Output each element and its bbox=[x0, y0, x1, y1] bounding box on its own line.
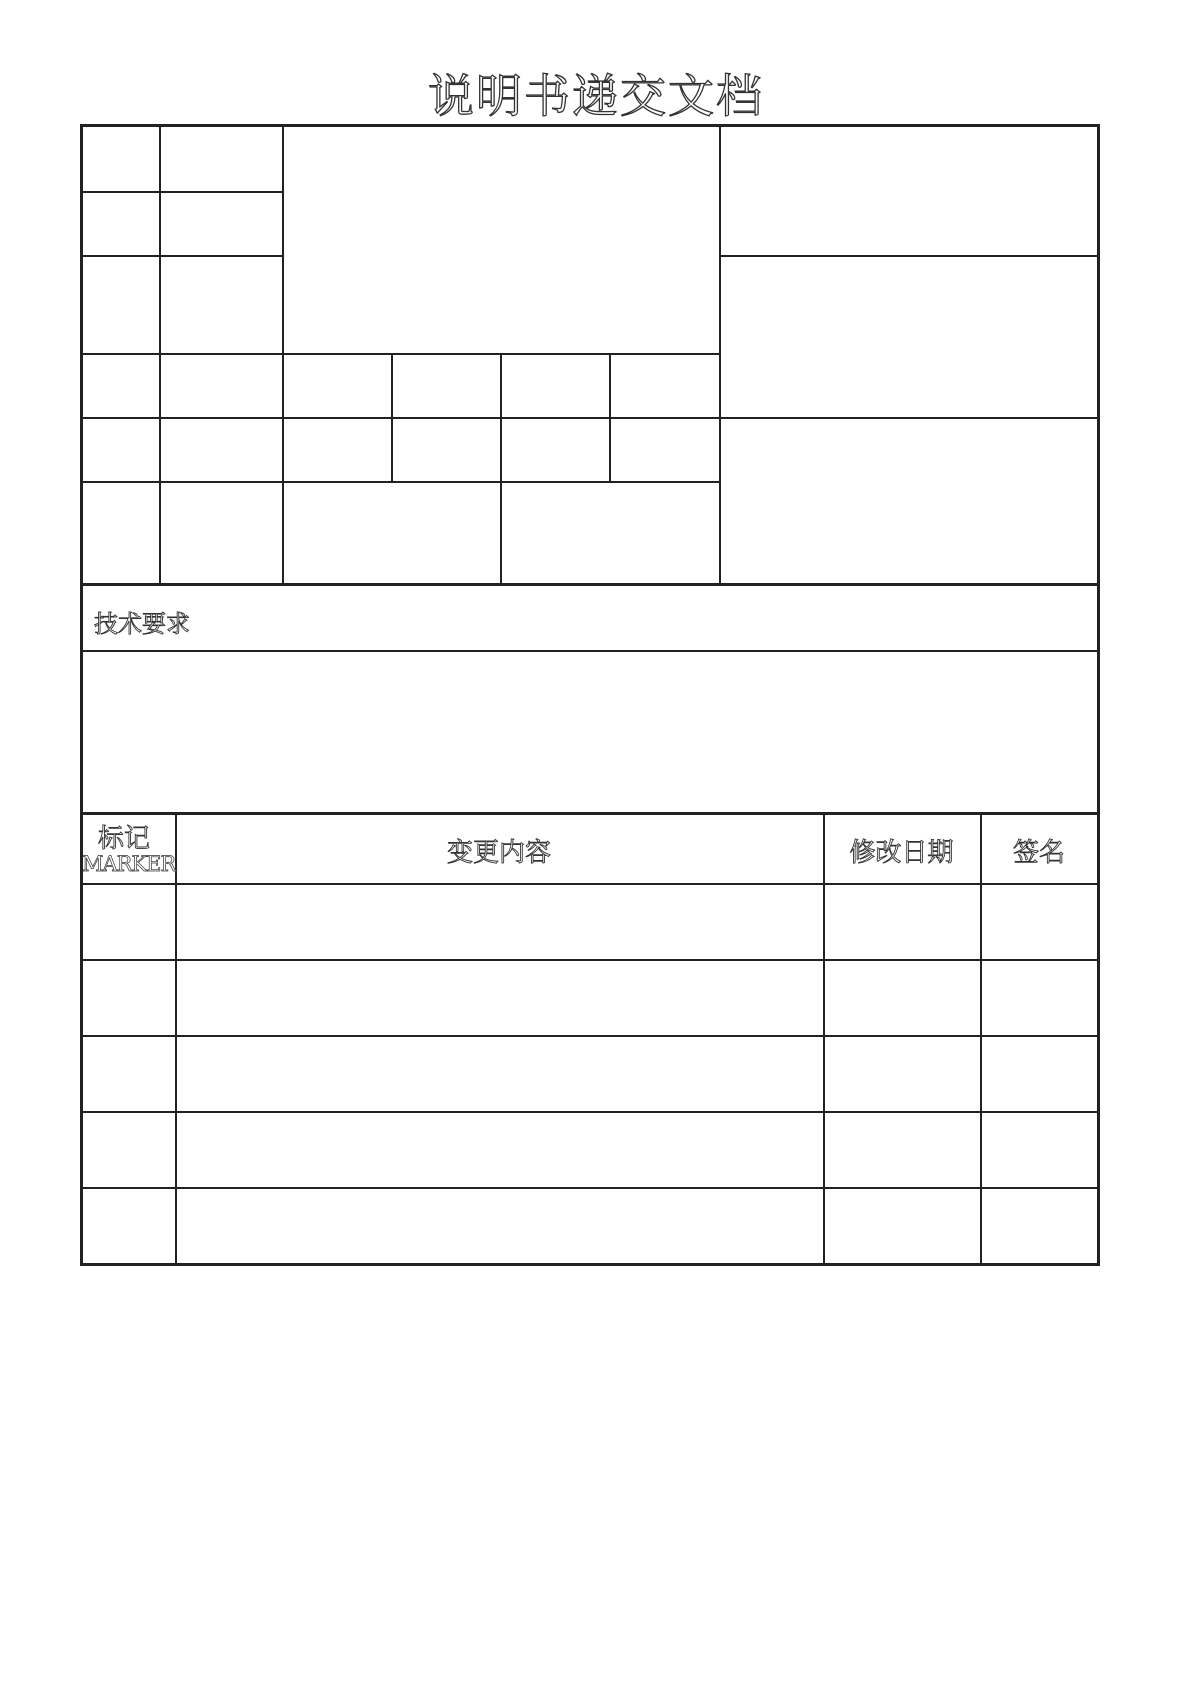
row-content[interactable] bbox=[177, 1112, 823, 1187]
row-signature[interactable] bbox=[982, 1112, 1098, 1187]
table-row bbox=[82, 1188, 1098, 1263]
row-content[interactable] bbox=[177, 960, 823, 1035]
row-marker[interactable] bbox=[82, 884, 175, 959]
row-content[interactable] bbox=[177, 1036, 823, 1111]
document-title: 说明书递交文档 bbox=[428, 69, 764, 123]
row-date[interactable] bbox=[825, 1112, 980, 1187]
column-header-date: 修改日期 bbox=[849, 838, 954, 868]
section-divider bbox=[82, 812, 1098, 815]
table-row bbox=[82, 884, 1098, 959]
column-header-content: 变更内容 bbox=[446, 838, 551, 868]
row-date[interactable] bbox=[825, 1188, 980, 1263]
table-row bbox=[82, 1112, 1098, 1187]
row-signature[interactable] bbox=[982, 1188, 1098, 1263]
section-divider bbox=[82, 583, 1098, 586]
technical-requirements-heading: 技术要求 bbox=[94, 610, 190, 638]
column-header-marker-en: MARKER bbox=[82, 852, 176, 876]
row-signature[interactable] bbox=[982, 960, 1098, 1035]
table-row bbox=[82, 1036, 1098, 1111]
row-marker[interactable] bbox=[82, 1036, 175, 1111]
table-row bbox=[82, 960, 1098, 1035]
column-header-marker: 标记 bbox=[98, 824, 151, 854]
row-content[interactable] bbox=[177, 1188, 823, 1263]
column-header-signature: 签名 bbox=[1012, 838, 1065, 868]
row-marker[interactable] bbox=[82, 1188, 175, 1263]
row-signature[interactable] bbox=[982, 1036, 1098, 1111]
row-date[interactable] bbox=[825, 960, 980, 1035]
row-content[interactable] bbox=[177, 884, 823, 959]
row-date[interactable] bbox=[825, 884, 980, 959]
row-date[interactable] bbox=[825, 1036, 980, 1111]
technical-requirements-body[interactable] bbox=[82, 652, 1098, 812]
row-signature[interactable] bbox=[982, 884, 1098, 959]
row-marker[interactable] bbox=[82, 960, 175, 1035]
row-marker[interactable] bbox=[82, 1112, 175, 1187]
